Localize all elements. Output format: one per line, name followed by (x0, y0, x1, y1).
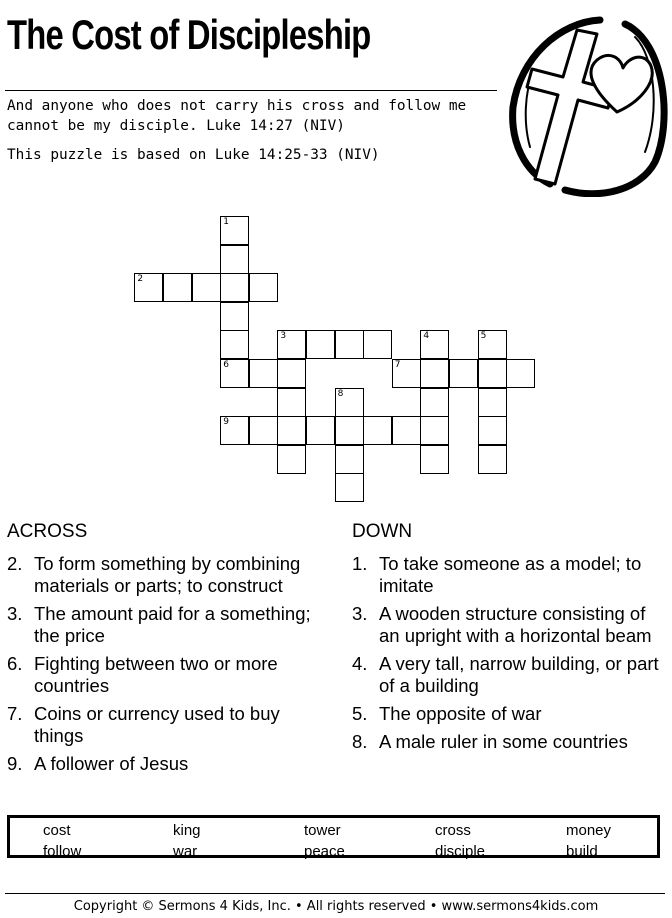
word-bank-item: war (173, 843, 198, 860)
clue-text: The amount paid for a something; the price (34, 603, 311, 646)
across-clue-6 (7, 653, 325, 697)
puzzle-source: This puzzle is based on Luke 14:25-33 (NIV) (7, 147, 380, 163)
clue-text: A wooden structure consisting of an upright with a horizontal beam (379, 603, 652, 646)
crossword-cell[interactable] (277, 359, 306, 388)
crossword-cell[interactable] (249, 273, 278, 302)
crossword-cell[interactable] (192, 273, 221, 302)
clue-number: 8. (352, 731, 368, 752)
clue-number: 6. (7, 653, 23, 674)
crossword-cell[interactable] (506, 359, 535, 388)
clue-text: Coins or currency used to buy things (34, 703, 280, 746)
word-bank (7, 815, 660, 858)
down-clue-1 (352, 553, 664, 597)
cell-number: 6 (223, 360, 229, 370)
clue-text: The opposite of war (379, 703, 542, 724)
crossword-cell[interactable] (220, 216, 249, 245)
crossword-cell[interactable] (277, 445, 306, 474)
crossword-cell[interactable] (420, 388, 449, 417)
verse-line-2: cannot be my disciple. Luke 14:27 (NIV) (7, 118, 345, 134)
crossword-cell[interactable] (249, 416, 278, 445)
clue-number: 3. (7, 603, 23, 624)
clue-number: 4. (352, 653, 368, 674)
word-bank-item: disciple (435, 843, 486, 860)
cell-number: 8 (337, 388, 344, 399)
crossword-cell[interactable] (335, 330, 364, 359)
crossword-cell[interactable] (335, 416, 364, 445)
down-clue-8 (352, 731, 664, 753)
clue-number: 1. (352, 553, 368, 574)
crossword-cell[interactable] (220, 302, 249, 331)
crossword-cell[interactable] (335, 388, 364, 417)
word-bank-item: money (566, 822, 612, 839)
clue-text: To form something by combining materials or parts; to construct (34, 553, 301, 596)
crossword-cell[interactable] (220, 359, 249, 388)
crossword-cell[interactable] (134, 273, 163, 302)
crossword-cell[interactable] (392, 416, 421, 445)
down-clue-5 (352, 703, 664, 725)
crossword-cell[interactable] (220, 245, 249, 274)
clue-text: A follower of Jesus (34, 753, 189, 774)
cell-number: 7 (394, 360, 401, 370)
crossword-cell[interactable] (335, 445, 364, 474)
word-bank-item: king (173, 822, 201, 839)
down-clue-3 (352, 603, 664, 647)
crossword-cell[interactable] (363, 416, 392, 445)
crossword-cell[interactable] (277, 388, 306, 417)
verse-line-1: And anyone who does not carry his cross and follow me (7, 98, 467, 114)
crossword-cell[interactable] (478, 359, 507, 388)
crossword-cell[interactable] (163, 273, 192, 302)
across-clue-2 (7, 553, 325, 597)
word-bank-item: peace (304, 843, 345, 860)
word-bank-item: cross (435, 822, 471, 839)
crossword-cell[interactable] (420, 445, 449, 474)
clue-text: Fighting between two or more countries (34, 653, 278, 696)
word-bank-item: tower (304, 822, 341, 839)
crossword-cell[interactable] (392, 359, 421, 388)
cell-number: 9 (223, 417, 229, 428)
copyright-footer: Copyright © Sermons 4 Kids, Inc. • All rights reserved • www.sermons4kids.com (73, 899, 599, 914)
page-title: The Cost of Discipleship (7, 11, 371, 58)
crossword-cell[interactable] (449, 359, 478, 388)
word-bank-item: cost (43, 822, 71, 839)
crossword-cell[interactable] (478, 330, 507, 359)
cell-number: 3 (280, 331, 287, 342)
across-clue-7 (7, 703, 325, 747)
crossword-cell[interactable] (478, 416, 507, 445)
crossword-cell[interactable] (478, 445, 507, 474)
across-heading: ACROSS (7, 521, 88, 542)
crossword-cell[interactable] (420, 330, 449, 359)
crossword-cell[interactable] (478, 388, 507, 417)
across-clue-9 (7, 753, 325, 775)
down-clues (352, 553, 664, 759)
crossword-cell[interactable] (220, 416, 249, 445)
clue-number: 9. (7, 753, 23, 774)
cell-number: 2 (137, 274, 144, 285)
cell-number: 5 (480, 331, 487, 342)
crossword-cell[interactable] (220, 330, 249, 359)
crossword-cell[interactable] (220, 273, 249, 302)
down-heading: DOWN (352, 521, 413, 542)
clue-number: 7. (7, 703, 23, 724)
crossword-cell[interactable] (306, 416, 335, 445)
crossword-cell[interactable] (420, 359, 449, 388)
crossword-cell[interactable] (277, 416, 306, 445)
crossword-cell[interactable] (249, 359, 278, 388)
crossword-cell[interactable] (335, 473, 364, 502)
cell-number: 4 (423, 331, 430, 342)
across-clue-3 (7, 603, 325, 647)
cell-number: 1 (223, 217, 229, 227)
clue-number: 3. (352, 603, 368, 624)
footer-divider (5, 893, 665, 894)
crossword-cell[interactable] (420, 416, 449, 445)
crossword-cell[interactable] (277, 330, 306, 359)
word-bank-item: build (566, 843, 598, 860)
clue-text: A very tall, narrow building, or part of a building (379, 653, 659, 696)
crossword-cell[interactable] (306, 330, 335, 359)
word-bank-item: follow (43, 843, 82, 860)
down-clue-4 (352, 653, 664, 697)
clue-text: To take someone as a model; to imitate (379, 553, 642, 596)
across-clues (7, 553, 325, 781)
crossword-cell[interactable] (363, 330, 392, 359)
clue-number: 5. (352, 703, 368, 724)
clue-text: A male ruler in some countries (379, 731, 628, 752)
clue-number: 2. (7, 553, 23, 574)
